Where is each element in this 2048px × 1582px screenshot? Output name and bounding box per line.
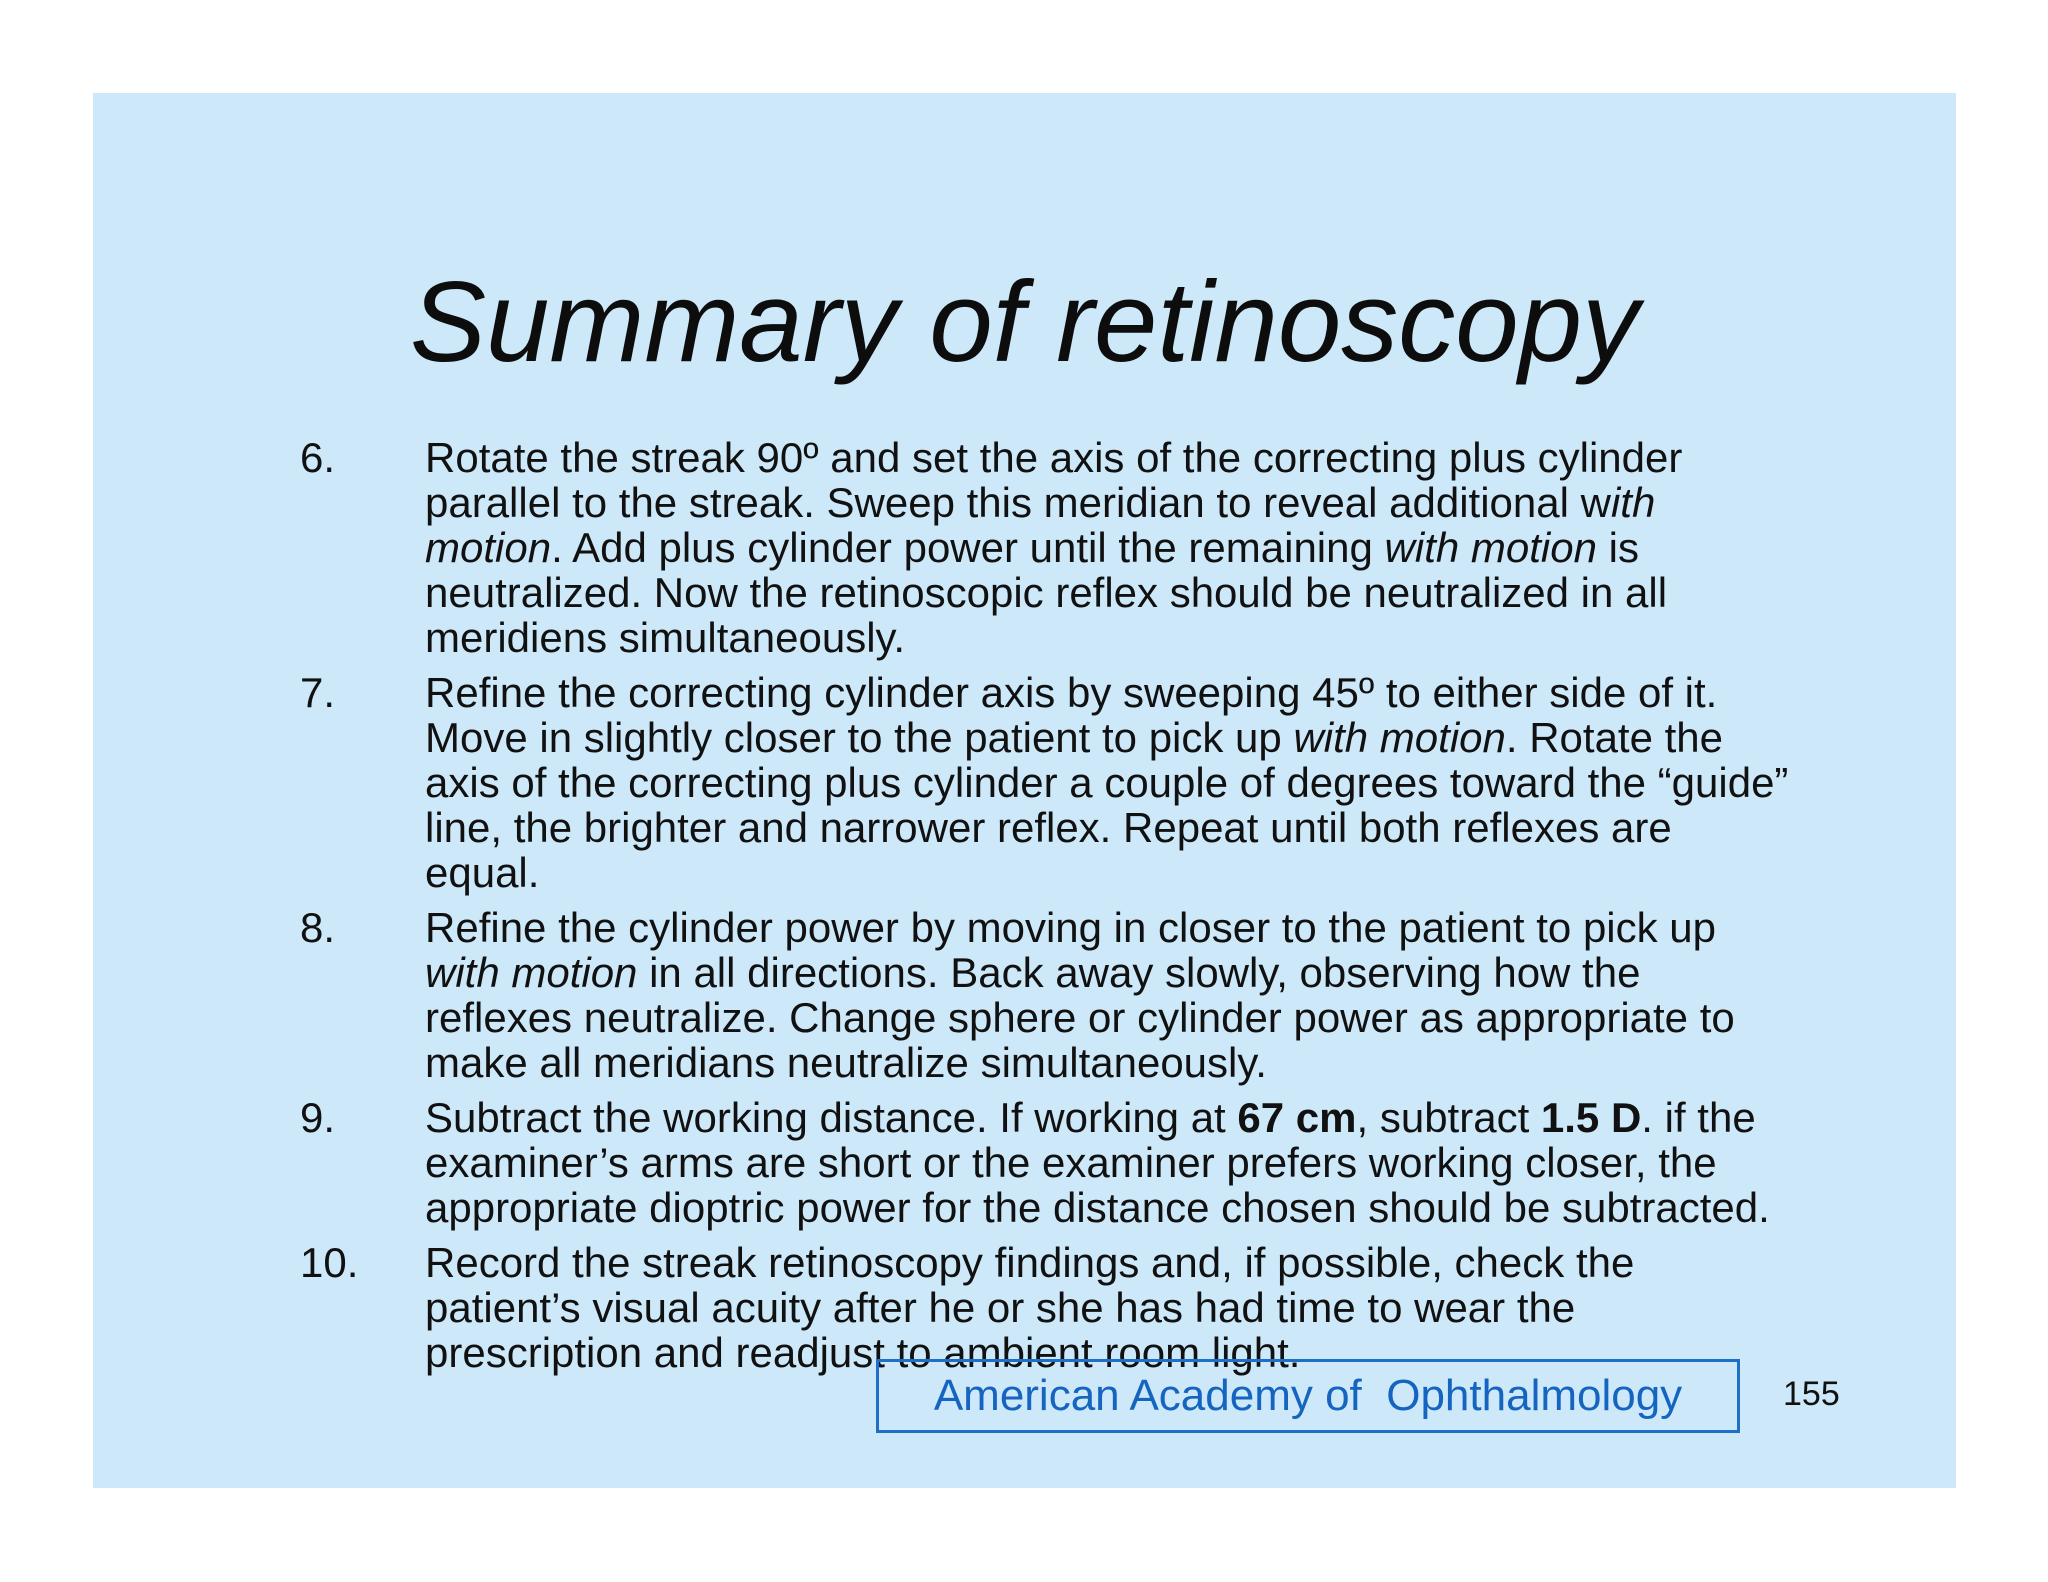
list-item-number: 8. xyxy=(300,904,336,951)
slide xyxy=(93,93,1956,1488)
slide-title: Summary of retinoscopy xyxy=(409,259,1640,386)
footer-attribution: American Academy of Ophthalmology xyxy=(876,1359,1740,1433)
list-item-line xyxy=(425,615,1960,660)
list-item-line xyxy=(425,850,1960,895)
list-item-line xyxy=(425,805,1960,850)
text-run: Subtract the working distance. If working at xyxy=(425,1094,1238,1141)
italic-text: with motion xyxy=(1384,524,1597,571)
list-item-number: 7. xyxy=(300,669,336,716)
text-run: examiner’s arms are short or the examiner prefers working closer, the xyxy=(425,1139,1717,1186)
text-run: reflexes neutralize. Change sphere or cylinder power as appropriate to xyxy=(425,994,1735,1041)
text-run: Rotate the streak 90º and set the axis of the correcting plus cylinder xyxy=(425,434,1683,481)
list-item xyxy=(300,435,1960,660)
list-item xyxy=(300,670,1960,895)
italic-text: with motion xyxy=(1293,714,1506,761)
list-item-line xyxy=(425,950,1960,995)
steps-list xyxy=(300,435,1960,1385)
text-run: axis of the correcting plus cylinder a couple of degrees toward the “guide” xyxy=(425,759,1789,806)
bold-text: 67 cm xyxy=(1237,1094,1357,1141)
italic-text: ith xyxy=(1610,479,1656,526)
page-number: 155 xyxy=(1783,1375,1840,1413)
list-item-line xyxy=(425,570,1960,615)
text-run: . Add plus cylinder power until the remaining xyxy=(551,524,1385,571)
text-run: equal. xyxy=(425,849,540,896)
list-item-line xyxy=(425,1240,1960,1285)
list-item xyxy=(300,905,1960,1085)
bold-text: 1.5 D xyxy=(1540,1094,1642,1141)
text-run: line, the brighter and narrower reflex. Repeat until both reflexes are xyxy=(425,804,1672,851)
text-run: Move in slightly closer to the patient to pick up xyxy=(425,714,1294,761)
list-item-line xyxy=(425,1095,1960,1140)
text-run: patient’s visual acuity after he or she has had time to wear the xyxy=(425,1284,1576,1331)
list-item-number: 9. xyxy=(300,1094,336,1141)
text-run: Record the streak retinoscopy findings and, if possible, check the xyxy=(425,1239,1635,1286)
list-item-line xyxy=(425,525,1960,570)
italic-text: motion xyxy=(425,524,552,571)
italic-text: with motion xyxy=(425,949,638,996)
text-run: is xyxy=(1596,524,1639,571)
list-item-number: 10. xyxy=(300,1239,359,1286)
text-run: meridiens simultaneously. xyxy=(425,614,906,661)
text-run: Refine the cylinder power by moving in closer to the patient to pick up xyxy=(425,904,1717,951)
list-item-number: 6. xyxy=(300,434,336,481)
text-run: parallel to the streak. Sweep this meridian to reveal additional w xyxy=(425,479,1611,526)
list-item-line xyxy=(425,995,1960,1040)
list-item-line xyxy=(425,1140,1960,1185)
text-run: prescription and readjust to ambient room light. xyxy=(425,1329,1301,1376)
list-item-line xyxy=(425,670,1960,715)
list-item xyxy=(300,1095,1960,1230)
list-item-line xyxy=(425,1285,1960,1330)
list-item-line xyxy=(425,905,1960,950)
text-run: neutralized. Now the retinoscopic reflex should be neutralized in all xyxy=(425,569,1668,616)
list-item-line xyxy=(425,435,1960,480)
text-run: appropriate dioptric power for the distance chosen should be subtracted. xyxy=(425,1184,1770,1231)
list-item-line xyxy=(425,1185,1960,1230)
list-item-line xyxy=(425,715,1960,760)
list-item-line xyxy=(425,760,1960,805)
list-item xyxy=(300,1240,1960,1375)
list-item-line xyxy=(425,1040,1960,1085)
text-run: . Rotate the xyxy=(1505,714,1724,761)
list-item-line xyxy=(425,480,1960,525)
text-run: . if the xyxy=(1641,1094,1756,1141)
text-run: in all directions. Back away slowly, observing how the xyxy=(637,949,1641,996)
text-run: Refine the correcting cylinder axis by sweeping 45º to either side of it. xyxy=(425,669,1718,716)
text-run: , subtract xyxy=(1356,1094,1541,1141)
text-run: make all meridians neutralize simultaneously. xyxy=(425,1039,1267,1086)
